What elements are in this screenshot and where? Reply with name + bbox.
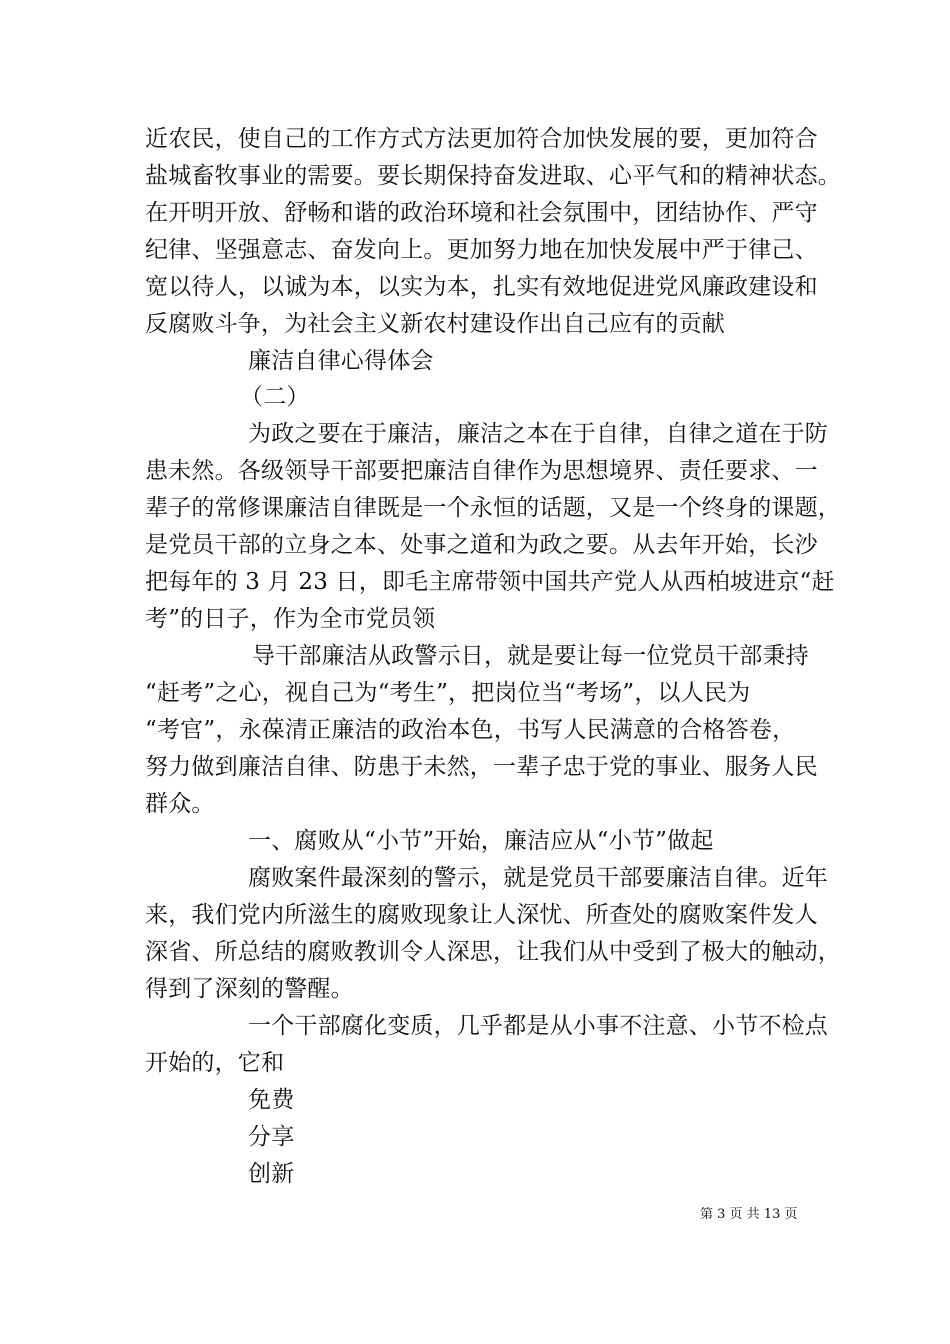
body-line: 近农民，使自己的工作方式方法更加符合加快发展的要，更加符合 xyxy=(145,126,818,152)
body-line: 创新 xyxy=(248,1161,295,1187)
body-line: 考”的日子，作为全市党员领 xyxy=(145,606,436,632)
body-line: 深省、所总结的腐败教训令人深思，让我们从中受到了极大的触动， xyxy=(145,939,841,965)
body-line: 患未然。各级领导干部要把廉洁自律作为思想境界、责任要求、一 xyxy=(145,458,818,484)
body-line: 努力做到廉洁自律、防患于未然，一辈子忠于党的事业、服务人民 xyxy=(145,754,818,780)
body-line: 盐城畜牧事业的需要。要长期保持奋发进取、心平气和的精神状态。 xyxy=(145,163,841,189)
body-line: 分享 xyxy=(248,1124,295,1150)
body-line: 辈子的常修课廉洁自律既是一个永恒的话题，又是一个终身的课题， xyxy=(145,495,841,521)
body-line: 免费 xyxy=(248,1087,295,1113)
body-line: 把每年的 3 月 23 日，即毛主席带领中国共产党人从西柏坡进京“赶 xyxy=(145,569,835,595)
document-heading: 廉洁自律心得体会 xyxy=(248,348,434,374)
body-line: 为政之要在于廉洁，廉洁之本在于自律，自律之道在于防 xyxy=(248,421,828,447)
body-line: 群众。 xyxy=(145,791,215,817)
body-line: 纪律、坚强意志、奋发向上。更加努力地在加快发展中严于律己、 xyxy=(145,237,818,263)
section-number: （二） xyxy=(240,384,310,410)
body-line: 反腐败斗争，为社会主义新农村建设作出自己应有的贡献 xyxy=(145,311,725,337)
body-line: 腐败案件最深刻的警示，就是党员干部要廉洁自律。近年 xyxy=(248,865,828,891)
body-line: 来，我们党内所滋生的腐败现象让人深忧、所查处的腐败案件发人 xyxy=(145,902,818,928)
body-line: “赶考”之心，视自己为“考生”，把岗位当“考场”，以人民为 xyxy=(145,680,751,706)
section-heading: 一、腐败从“小节”开始，廉洁应从“小节”做起 xyxy=(248,828,714,854)
body-line: 导干部廉洁从政警示日，就是要让每一位党员干部秉持 xyxy=(252,643,809,669)
body-line: “考官”，永葆清正廉洁的政治本色，书写人民满意的合格答卷， xyxy=(145,717,796,743)
body-line: 得到了深刻的警醒。 xyxy=(145,976,354,1002)
body-line: 开始的，它和 xyxy=(145,1050,285,1076)
body-line: 在开明开放、舒畅和谐的政治环境和社会氛围中，团结协作、严守 xyxy=(145,200,818,226)
body-line: 一个干部腐化变质，几乎都是从小事不注意、小节不检点 xyxy=(248,1013,828,1039)
body-line: 宽以待人，以诚为本，以实为本，扎实有效地促进党风廉政建设和 xyxy=(145,274,818,300)
page-number-footer: 第 3 页 共 13 页 xyxy=(700,1207,798,1222)
body-line: 是党员干部的立身之本、处事之道和为政之要。从去年开始，长沙 xyxy=(145,532,818,558)
